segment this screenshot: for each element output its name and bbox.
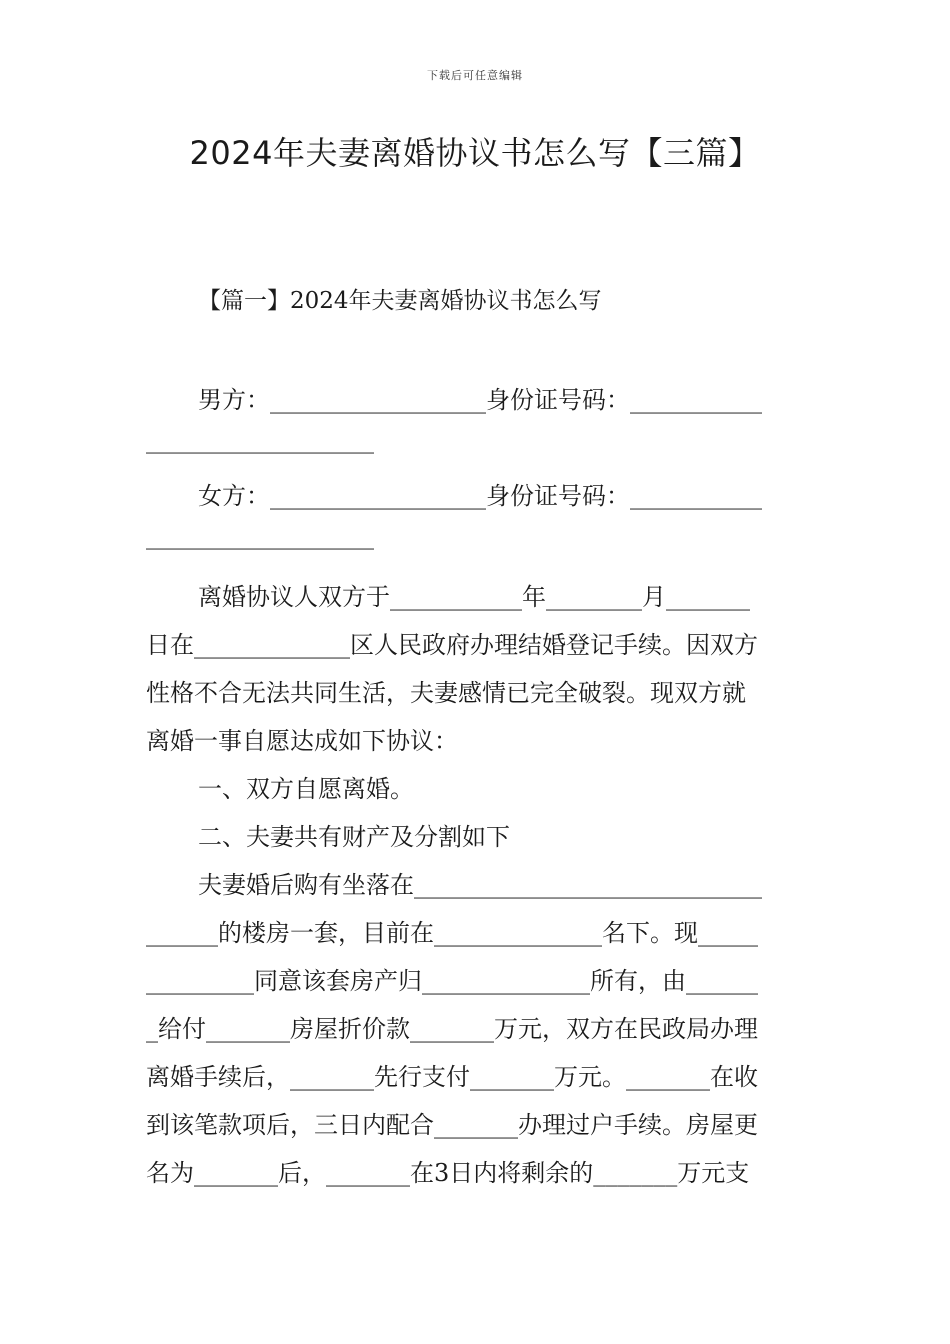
agreement-body (146, 573, 806, 1197)
body-line: 二、夫妻共有财产及分割如下 (198, 823, 510, 851)
section-heading: 【篇一】2024年夫妻离婚协议书怎么写 (198, 288, 602, 314)
body-line: 夫妻婚后购有坐落在_____________________________ (198, 871, 762, 899)
body-line: 名为_______后，_______在3日内将剩余的_______万元支 (146, 1159, 750, 1187)
body-line: 离婚协议人双方于___________年________月_______ (198, 583, 750, 611)
document-title: 2024年夫妻离婚协议书怎么写【三篇】 (189, 134, 761, 172)
body-line: 离婚一事自愿达成如下协议： (146, 727, 458, 755)
body-line: 性格不合无法共同生活，夫妻感情已完全破裂。现双方就 (146, 679, 746, 707)
male-party-block (146, 380, 806, 460)
header-note: 下载后可任意编辑 (427, 69, 523, 82)
body-line: _给付_______房屋折价款_______万元，双方在民政局办理 (146, 1015, 758, 1043)
female-id-continuation: ___________________ (146, 522, 374, 550)
body-line: 日在_____________区人民政府办理结婚登记手续。因双方 (146, 631, 758, 659)
body-line: _________同意该套房产归______________所有，由______ (146, 967, 758, 995)
body-line: ______的楼房一套，目前在______________名下。现_____ (146, 919, 758, 947)
female-party-line: 女方：__________________身份证号码：___________ (198, 482, 762, 510)
male-id-continuation: ___________________ (146, 426, 374, 454)
female-party-block (146, 476, 806, 556)
body-line: 一、双方自愿离婚。 (198, 775, 414, 803)
body-line: 离婚手续后，_______先行支付_______万元。_______在收 (146, 1063, 758, 1091)
body-line: 到该笔款项后，三日内配合_______办理过户手续。房屋更 (146, 1111, 758, 1139)
male-party-line: 男方：__________________身份证号码：___________ (198, 386, 762, 414)
